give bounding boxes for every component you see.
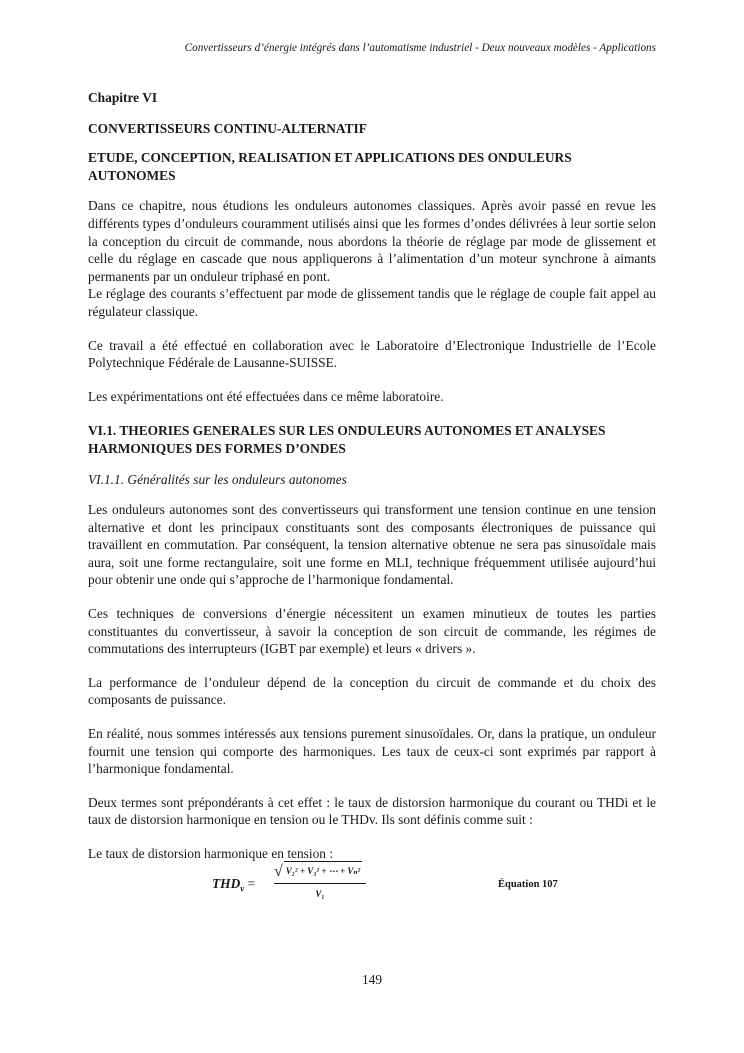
intro-paragraph-4: Les expérimentations ont été effectuées dans ce même laboratoire. <box>88 388 444 404</box>
chapter-label: Chapitre VI <box>88 90 158 105</box>
equation-denominator: V₁ <box>315 888 325 899</box>
chapter-subtitle: ETUDE, CONCEPTION, REALISATION ET APPLICATIONS DES ONDULEURS AUTONOMES <box>88 150 572 183</box>
intro-paragraph-1: Dans ce chapitre, nous étudions les onduleurs autonomes classiques. Après avoir passé en revue les différents types d’onduleurs couramment utilisés ainsi que les formes d’ondes délivrées à leur sortie selon la conception du circuit de commande, nous abordons la théorie de réglage par mode de glissement et celle du réglage en cascade que nous appliquerons à l’alimentation d’un moteur synchrone à aimants permanents par un onduleur triphasé en pont. <box>88 198 656 284</box>
body-paragraph-5: Deux termes sont prépondérants à cet effet : le taux de distorsion harmonique du courant ou THDi et le taux de distorsion harmonique en tension ou le THDv. Ils sont définis comme suit : <box>88 794 656 828</box>
body-paragraph-1: Les onduleurs autonomes sont des convertisseurs qui transforment une tension continue en une tension alternative et dont les principaux constituants sont des composants électroniques de puissance qui travaillent en commutation. Par conséquent, la tension alternative obtenue ne sera pas sinusoïdale mais aura, soit une forme rectangulaire, soit une forme en MLI, technique fréquemment utilisée aujourd’hui pour obtenir une onde qui s’approche de l’harmonique fondamental. <box>88 502 656 588</box>
intro-paragraph-3: Ce travail a été effectué en collaboration avec le Laboratoire d’Electronique Industrielle de l’Ecole Polytechnique Fédérale de Lausanne-SUISSE. <box>88 337 656 371</box>
equation-lhs: $THD_v$ = <box>212 875 256 894</box>
intro-paragraph-2: Le réglage des courants s’effectuent par mode de glissement tandis que le réglage de couple fait appel au régulateur classique. <box>88 286 656 319</box>
section-title: VI.1. THEORIES GENERALES SUR LES ONDULEURS AUTONOMES ET ANALYSES HARMONIQUES DES FORMES D’ONDES <box>88 423 606 456</box>
body-paragraph-2: Ces techniques de conversions d’énergie nécessitent un examen minutieux de toutes les parties constituantes du convertisseur, à savoir la conception de son circuit de commande, les régimes de commutations des interrupteurs (IGBT par exemple) et leurs « drivers ». <box>88 606 656 657</box>
subsection-title: VI.1.1. Généralités sur les onduleurs autonomes <box>88 471 347 487</box>
body-paragraph-4: En réalité, nous sommes intéressés aux tensions purement sinusoïdales. Or, dans la pratique, un onduleur fournit une tension qui comporte des harmoniques. Les taux de ceux-ci sont exprimés par rapport à l’harmonique fondamental. <box>88 726 656 777</box>
equation-thdv <box>88 861 656 901</box>
equation-fraction <box>274 861 366 904</box>
body-paragraph-6: Le taux de distorsion harmonique en tension : <box>88 846 334 861</box>
running-header: Convertisseurs d’énergie intégrés dans l’automatisme industriel - Deux nouveaux modèles - Applications <box>184 42 656 54</box>
equation-numerator: √ V₂² + V₃² + ⋯ + Vₙ² <box>274 863 361 880</box>
fraction-bar <box>274 883 366 884</box>
page-number: 149 <box>361 972 383 987</box>
body-paragraph-3: La performance de l’onduleur dépend de la conception du circuit de commande et du choix des composants de puissance. <box>88 674 656 708</box>
sqrt-symbol: √ <box>274 863 283 880</box>
chapter-title: CONVERTISSEURS CONTINU-ALTERNATIF <box>88 120 367 136</box>
equation-label: Équation 107 <box>498 878 558 890</box>
page-content <box>88 89 656 901</box>
